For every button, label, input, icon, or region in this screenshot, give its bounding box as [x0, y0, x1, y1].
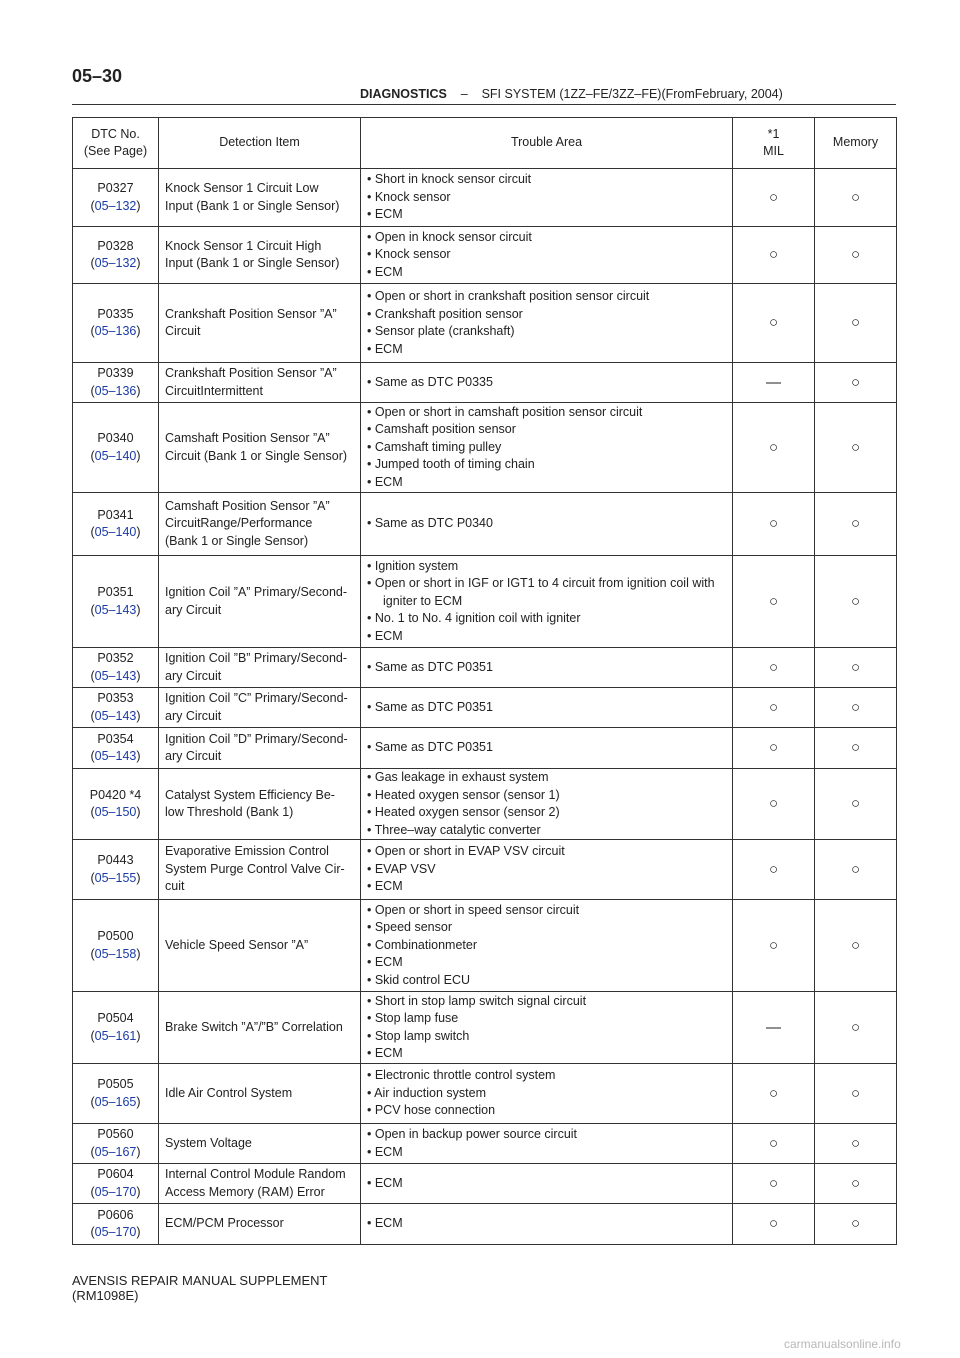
- table-row: [73, 900, 897, 992]
- dtc-code: P0560: [97, 1127, 134, 1141]
- trouble-area-cell: [361, 1064, 733, 1124]
- detection-item-cell: [159, 284, 361, 363]
- trouble-area-cell: [361, 493, 733, 556]
- detection-item-line: Catalyst System Efficiency Be-: [165, 787, 335, 802]
- page-number: 05–30: [72, 66, 123, 86]
- memory-indicator: ○: [815, 1124, 897, 1164]
- memory-indicator: ○: [815, 284, 897, 363]
- trouble-area-list: [367, 902, 726, 990]
- trouble-area-cell: [361, 1164, 733, 1204]
- mil-indicator: —: [733, 992, 815, 1064]
- trouble-area-cell: [361, 284, 733, 363]
- trouble-area-item: • ECM: [367, 628, 403, 643]
- mil-indicator: ○: [733, 1124, 815, 1164]
- trouble-area-cell: [361, 900, 733, 992]
- memory-indicator: ○: [815, 363, 897, 403]
- trouble-area-cell: [361, 728, 733, 769]
- mil-indicator: ○: [733, 728, 815, 769]
- detection-item-line: Input (Bank 1 or Single Sensor): [165, 256, 340, 270]
- trouble-area-item: • ECM: [367, 1046, 403, 1060]
- dtc-code-cell: [73, 556, 159, 648]
- memory-indicator: ○: [815, 556, 897, 648]
- trouble-area-item: • ECM: [367, 1144, 403, 1159]
- column-header-mil: *1 MIL: [733, 118, 815, 169]
- detection-item-line: Ignition Coil ”C” Primary/Second-: [165, 691, 348, 705]
- detection-item-line: Vehicle Speed Sensor ”A”: [165, 937, 309, 952]
- memory-indicator: ○: [815, 403, 897, 493]
- page-reference: (05–143): [90, 749, 141, 763]
- table-row: [73, 648, 897, 688]
- dtc-code: P0505: [97, 1077, 134, 1091]
- dtc-code-cell: [73, 840, 159, 900]
- detection-item-cell: [159, 769, 361, 840]
- detection-item-line: CircuitIntermittent: [165, 383, 263, 398]
- memory-indicator: ○: [815, 840, 897, 900]
- detection-item-cell: [159, 688, 361, 728]
- detection-item-line: ary Circuit: [165, 602, 222, 617]
- trouble-area-item: • Open or short in speed sensor circuit: [367, 902, 580, 917]
- table-row: [73, 688, 897, 728]
- mil-indicator: ○: [733, 688, 815, 728]
- table-row: [73, 1164, 897, 1204]
- mil-indicator: ○: [733, 556, 815, 648]
- mil-indicator: ○: [733, 169, 815, 227]
- detection-item-line: Knock Sensor 1 Circuit High: [165, 238, 322, 253]
- page-link[interactable]: 05–150: [94, 805, 137, 819]
- detection-item-line: ary Circuit: [165, 749, 222, 763]
- trouble-area-cell: [361, 1204, 733, 1245]
- detection-item-cell: [159, 169, 361, 227]
- mil-indicator: ○: [733, 769, 815, 840]
- trouble-area-item: • ECM: [367, 264, 403, 279]
- detection-item-line: Camshaft Position Sensor ”A”: [165, 498, 330, 513]
- page-reference: (05–140): [90, 448, 141, 463]
- mil-indicator: ○: [733, 284, 815, 363]
- detection-item-cell: [159, 728, 361, 769]
- detection-item-line: System Purge Control Valve Cir-: [165, 861, 345, 876]
- trouble-area-item: igniter to ECM: [383, 593, 463, 608]
- trouble-area-cell: [361, 403, 733, 493]
- trouble-area-cell: [361, 363, 733, 403]
- footer: [72, 1273, 328, 1303]
- table-row: [73, 992, 897, 1064]
- page-link[interactable]: 05–136: [94, 383, 137, 398]
- table-row: [73, 769, 897, 840]
- trouble-area-item: • Combinationmeter: [367, 937, 477, 952]
- table-row: [73, 363, 897, 403]
- trouble-area-item: • Heated oxygen sensor (sensor 2): [367, 805, 560, 819]
- trouble-area-item: • Stop lamp fuse: [367, 1011, 459, 1025]
- trouble-area-list: [367, 993, 726, 1063]
- trouble-area-item: • Three–way catalytic converter: [367, 822, 541, 837]
- trouble-area-item: • Camshaft timing pulley: [367, 439, 502, 454]
- section-title: DIAGNOSTICS: [360, 87, 447, 101]
- trouble-area-list: [367, 374, 726, 392]
- memory-indicator: ○: [815, 648, 897, 688]
- trouble-area-list: [367, 699, 726, 717]
- trouble-area-list: [367, 404, 726, 492]
- dtc-code: P0328: [97, 238, 134, 253]
- page-link[interactable]: 05–140: [94, 448, 137, 463]
- detection-item-line: Circuit (Bank 1 or Single Sensor): [165, 448, 348, 463]
- table-row: [73, 169, 897, 227]
- page-link[interactable]: 05–132: [94, 256, 137, 270]
- detection-item-cell: [159, 363, 361, 403]
- trouble-area-list: [367, 558, 726, 646]
- trouble-area-cell: [361, 227, 733, 284]
- page-link[interactable]: 05–136: [94, 324, 137, 338]
- trouble-area-list: [367, 1175, 726, 1193]
- page-reference: (05–132): [90, 198, 141, 213]
- page-reference: (05–155): [90, 870, 141, 885]
- page-link[interactable]: 05–140: [94, 525, 137, 539]
- dtc-code: P0339: [97, 366, 134, 380]
- detection-item-line: Camshaft Position Sensor ”A”: [165, 431, 330, 445]
- detection-item-cell: [159, 840, 361, 900]
- page-link[interactable]: 05–161: [94, 1028, 137, 1043]
- trouble-area-cell: [361, 769, 733, 840]
- trouble-area-item: • ECM: [367, 1175, 403, 1190]
- detection-item-line: ary Circuit: [165, 708, 222, 723]
- detection-item-cell: [159, 493, 361, 556]
- detection-item-line: Ignition Coil ”A” Primary/Second-: [165, 585, 348, 599]
- trouble-area-item: • Stop lamp switch: [367, 1028, 470, 1043]
- table-row: [73, 1124, 897, 1164]
- page-reference: (05–167): [90, 1144, 141, 1159]
- dtc-code-cell: [73, 227, 159, 284]
- dtc-code-cell: [73, 169, 159, 227]
- dtc-code: P0352: [97, 651, 134, 665]
- detection-item-line: ary Circuit: [165, 668, 222, 683]
- dtc-code-cell: [73, 493, 159, 556]
- dtc-code: P0354: [97, 731, 134, 746]
- trouble-area-item: • Open or short in camshaft position sensor circuit: [367, 404, 643, 419]
- page-link[interactable]: 05–143: [94, 668, 137, 683]
- mil-indicator: ○: [733, 493, 815, 556]
- trouble-area-item: • ECM: [367, 341, 403, 356]
- trouble-area-list: [367, 171, 726, 224]
- trouble-area-list: [367, 1215, 726, 1233]
- header-separator: –: [460, 87, 468, 101]
- table-row: [73, 493, 897, 556]
- trouble-area-item: • Open in backup power source circuit: [367, 1127, 578, 1141]
- dtc-code: P0353: [97, 691, 134, 705]
- dtc-code: P0500: [97, 929, 134, 943]
- mil-indicator: ○: [733, 227, 815, 284]
- detection-item-line: Knock Sensor 1 Circuit Low: [165, 181, 319, 195]
- trouble-area-cell: [361, 1124, 733, 1164]
- detection-item-line: ECM/PCM Processor: [165, 1216, 284, 1231]
- trouble-area-list: [367, 515, 726, 533]
- dtc-table: [72, 117, 897, 1245]
- table-row: [73, 728, 897, 769]
- page-reference: (05–132): [90, 256, 141, 270]
- trouble-area-item: • ECM: [367, 474, 403, 489]
- table-row: [73, 1204, 897, 1245]
- page-link[interactable]: 05–143: [94, 602, 137, 617]
- detection-item-line: cuit: [165, 879, 185, 894]
- detection-item-line: (Bank 1 or Single Sensor): [165, 533, 309, 548]
- page-reference: (05–165): [90, 1094, 141, 1109]
- mil-indicator: ○: [733, 1064, 815, 1124]
- page-link[interactable]: 05–155: [94, 870, 137, 885]
- page-link[interactable]: 05–143: [94, 708, 137, 723]
- trouble-area-item: • Jumped tooth of timing chain: [367, 457, 535, 472]
- memory-indicator: ○: [815, 992, 897, 1064]
- dtc-code: P0335: [97, 306, 134, 321]
- running-header: [360, 87, 783, 101]
- trouble-area-list: [367, 769, 726, 839]
- footer-manual-title: AVENSIS REPAIR MANUAL SUPPLEMENT: [72, 1273, 328, 1288]
- dtc-code-cell: [73, 769, 159, 840]
- table-row: [73, 1064, 897, 1124]
- detection-item-line: Circuit: [165, 324, 201, 338]
- column-header-detection: Detection Item: [159, 118, 361, 169]
- section-subtitle: SFI SYSTEM (1ZZ–FE/3ZZ–FE)(FromFebruary, 2004): [481, 87, 783, 101]
- page-reference: (05–143): [90, 668, 141, 683]
- table-row: [73, 403, 897, 493]
- watermark: carmanualsonline.info: [784, 1337, 901, 1351]
- page-reference: (05–136): [90, 383, 141, 398]
- page-link[interactable]: 05–165: [94, 1094, 137, 1109]
- page-link[interactable]: 05–170: [94, 1184, 137, 1199]
- memory-indicator: ○: [815, 900, 897, 992]
- trouble-area-cell: [361, 648, 733, 688]
- footer-manual-code: (RM1098E): [72, 1288, 139, 1303]
- detection-item-cell: [159, 1204, 361, 1245]
- mil-indicator: ○: [733, 403, 815, 493]
- dtc-code-cell: [73, 688, 159, 728]
- trouble-area-list: [367, 843, 726, 896]
- trouble-area-cell: [361, 840, 733, 900]
- column-header-dtc: DTC No. (See Page): [73, 118, 159, 169]
- trouble-area-item: • Same as DTC P0351: [367, 659, 493, 674]
- memory-indicator: ○: [815, 728, 897, 769]
- trouble-area-item: • Air induction system: [367, 1085, 487, 1100]
- trouble-area-item: • Open or short in EVAP VSV circuit: [367, 844, 565, 859]
- memory-indicator: ○: [815, 1164, 897, 1204]
- trouble-area-item: • Same as DTC P0335: [367, 374, 493, 389]
- memory-indicator: ○: [815, 688, 897, 728]
- trouble-area-item: • Open or short in IGF or IGT1 to 4 circuit from ignition coil with: [367, 576, 715, 591]
- page-reference: (05–140): [90, 525, 141, 539]
- trouble-area-item: • Skid control ECU: [367, 972, 471, 987]
- detection-item-cell: [159, 227, 361, 284]
- table-row: [73, 840, 897, 900]
- dtc-code-cell: [73, 992, 159, 1064]
- detection-item-cell: [159, 992, 361, 1064]
- column-header-trouble: Trouble Area: [361, 118, 733, 169]
- dtc-code: P0340: [97, 431, 134, 445]
- trouble-area-item: • ECM: [367, 1216, 403, 1231]
- dtc-code-cell: [73, 284, 159, 363]
- trouble-area-item: • Crankshaft position sensor: [367, 306, 523, 321]
- detection-item-line: low Threshold (Bank 1): [165, 805, 294, 819]
- trouble-area-cell: [361, 169, 733, 227]
- table-header-row: [73, 118, 897, 169]
- detection-item-cell: [159, 1064, 361, 1124]
- column-header-memory: Memory: [815, 118, 897, 169]
- dtc-code-cell: [73, 1204, 159, 1245]
- trouble-area-cell: [361, 556, 733, 648]
- mil-indicator: ○: [733, 900, 815, 992]
- table-row: [73, 227, 897, 284]
- dtc-code-cell: [73, 728, 159, 769]
- dtc-code: P0504: [97, 1011, 134, 1025]
- dtc-code: P0606: [97, 1207, 134, 1222]
- memory-indicator: ○: [815, 1204, 897, 1245]
- table-row: [73, 284, 897, 363]
- dtc-code: P0604: [97, 1167, 134, 1181]
- detection-item-cell: [159, 900, 361, 992]
- trouble-area-item: • Same as DTC P0351: [367, 740, 493, 755]
- detection-item-line: Crankshaft Position Sensor ”A”: [165, 306, 337, 321]
- mil-indicator: ○: [733, 840, 815, 900]
- detection-item-line: Ignition Coil ”D” Primary/Second-: [165, 731, 348, 746]
- detection-item-line: Brake Switch ”A”/”B” Correlation: [165, 1019, 343, 1034]
- dtc-code: P0341: [97, 507, 134, 522]
- dtc-code-cell: [73, 900, 159, 992]
- trouble-area-item: • Short in stop lamp switch signal circuit: [367, 993, 587, 1008]
- detection-item-line: Internal Control Module Random: [165, 1167, 346, 1181]
- dtc-code-cell: [73, 1124, 159, 1164]
- detection-item-cell: [159, 1124, 361, 1164]
- trouble-area-item: • Open or short in crankshaft position sensor circuit: [367, 289, 650, 303]
- dtc-code-cell: [73, 1064, 159, 1124]
- page-link[interactable]: 05–158: [94, 946, 137, 961]
- detection-item-line: Evaporative Emission Control: [165, 844, 329, 859]
- trouble-area-item: • Sensor plate (crankshaft): [367, 324, 515, 338]
- trouble-area-item: • ECM: [367, 879, 403, 894]
- table-row: [73, 556, 897, 648]
- dtc-code: P0420 *4: [89, 787, 142, 802]
- trouble-area-item: • No. 1 to No. 4 ignition coil with igniter: [367, 611, 581, 626]
- trouble-area-list: [367, 739, 726, 757]
- trouble-area-list: [367, 659, 726, 677]
- trouble-area-item: • Gas leakage in exhaust system: [367, 770, 549, 784]
- mil-indicator: ○: [733, 1164, 815, 1204]
- trouble-area-list: [367, 1067, 726, 1120]
- trouble-area-item: • Knock sensor: [367, 247, 451, 262]
- dtc-code-cell: [73, 1164, 159, 1204]
- dtc-code: P0327: [97, 181, 134, 195]
- mil-indicator: —: [733, 363, 815, 403]
- page-reference: (05–143): [90, 602, 141, 617]
- trouble-area-item: • Same as DTC P0340: [367, 516, 493, 531]
- mil-indicator: ○: [733, 1204, 815, 1245]
- detection-item-line: Input (Bank 1 or Single Sensor): [165, 198, 340, 213]
- memory-indicator: ○: [815, 227, 897, 284]
- trouble-area-item: • Heated oxygen sensor (sensor 1): [367, 787, 560, 802]
- page-link[interactable]: 05–132: [94, 198, 137, 213]
- trouble-area-cell: [361, 992, 733, 1064]
- detection-item-cell: [159, 403, 361, 493]
- trouble-area-list: [367, 229, 726, 282]
- detection-item-cell: [159, 556, 361, 648]
- trouble-area-cell: [361, 688, 733, 728]
- page-reference: (05–161): [90, 1028, 141, 1043]
- mil-indicator: ○: [733, 648, 815, 688]
- trouble-area-item: • ECM: [367, 207, 403, 222]
- page-reference: (05–158): [90, 946, 141, 961]
- detection-item-line: CircuitRange/Performance: [165, 516, 313, 531]
- trouble-area-item: • EVAP VSV: [367, 861, 436, 876]
- detection-item-line: System Voltage: [165, 1135, 252, 1150]
- page-reference: (05–143): [90, 708, 141, 723]
- page-link[interactable]: 05–170: [94, 1225, 137, 1239]
- dtc-code-cell: [73, 403, 159, 493]
- memory-indicator: ○: [815, 493, 897, 556]
- detection-item-line: Ignition Coil ”B” Primary/Second-: [165, 651, 348, 665]
- trouble-area-item: • PCV hose connection: [367, 1103, 496, 1118]
- page-reference: (05–170): [90, 1184, 141, 1199]
- dtc-code-cell: [73, 363, 159, 403]
- trouble-area-list: [367, 1126, 726, 1161]
- trouble-area-list: [367, 288, 726, 358]
- trouble-area-item: • Open in knock sensor circuit: [367, 229, 532, 244]
- memory-indicator: ○: [815, 1064, 897, 1124]
- page-link[interactable]: 05–167: [94, 1144, 137, 1159]
- trouble-area-item: • ECM: [367, 955, 403, 970]
- page-reference: (05–170): [90, 1225, 141, 1239]
- header-rule: [72, 104, 896, 105]
- trouble-area-item: • Knock sensor: [367, 189, 451, 204]
- dtc-code-cell: [73, 648, 159, 688]
- memory-indicator: ○: [815, 769, 897, 840]
- detection-item-cell: [159, 648, 361, 688]
- trouble-area-item: • Ignition system: [367, 558, 459, 573]
- detection-item-line: Idle Air Control System: [165, 1085, 293, 1100]
- detection-item-cell: [159, 1164, 361, 1204]
- page-reference: (05–136): [90, 324, 141, 338]
- dtc-code: P0443: [97, 853, 134, 867]
- page-reference: (05–150): [90, 805, 141, 819]
- detection-item-line: Access Memory (RAM) Error: [165, 1184, 325, 1199]
- page-link[interactable]: 05–143: [94, 749, 137, 763]
- trouble-area-item: • Same as DTC P0351: [367, 699, 493, 714]
- memory-indicator: ○: [815, 169, 897, 227]
- trouble-area-item: • Camshaft position sensor: [367, 422, 516, 437]
- trouble-area-item: • Short in knock sensor circuit: [367, 172, 532, 187]
- dtc-code: P0351: [97, 585, 134, 599]
- trouble-area-item: • Electronic throttle control system: [367, 1068, 556, 1083]
- detection-item-line: Crankshaft Position Sensor ”A”: [165, 366, 337, 380]
- trouble-area-item: • Speed sensor: [367, 920, 452, 935]
